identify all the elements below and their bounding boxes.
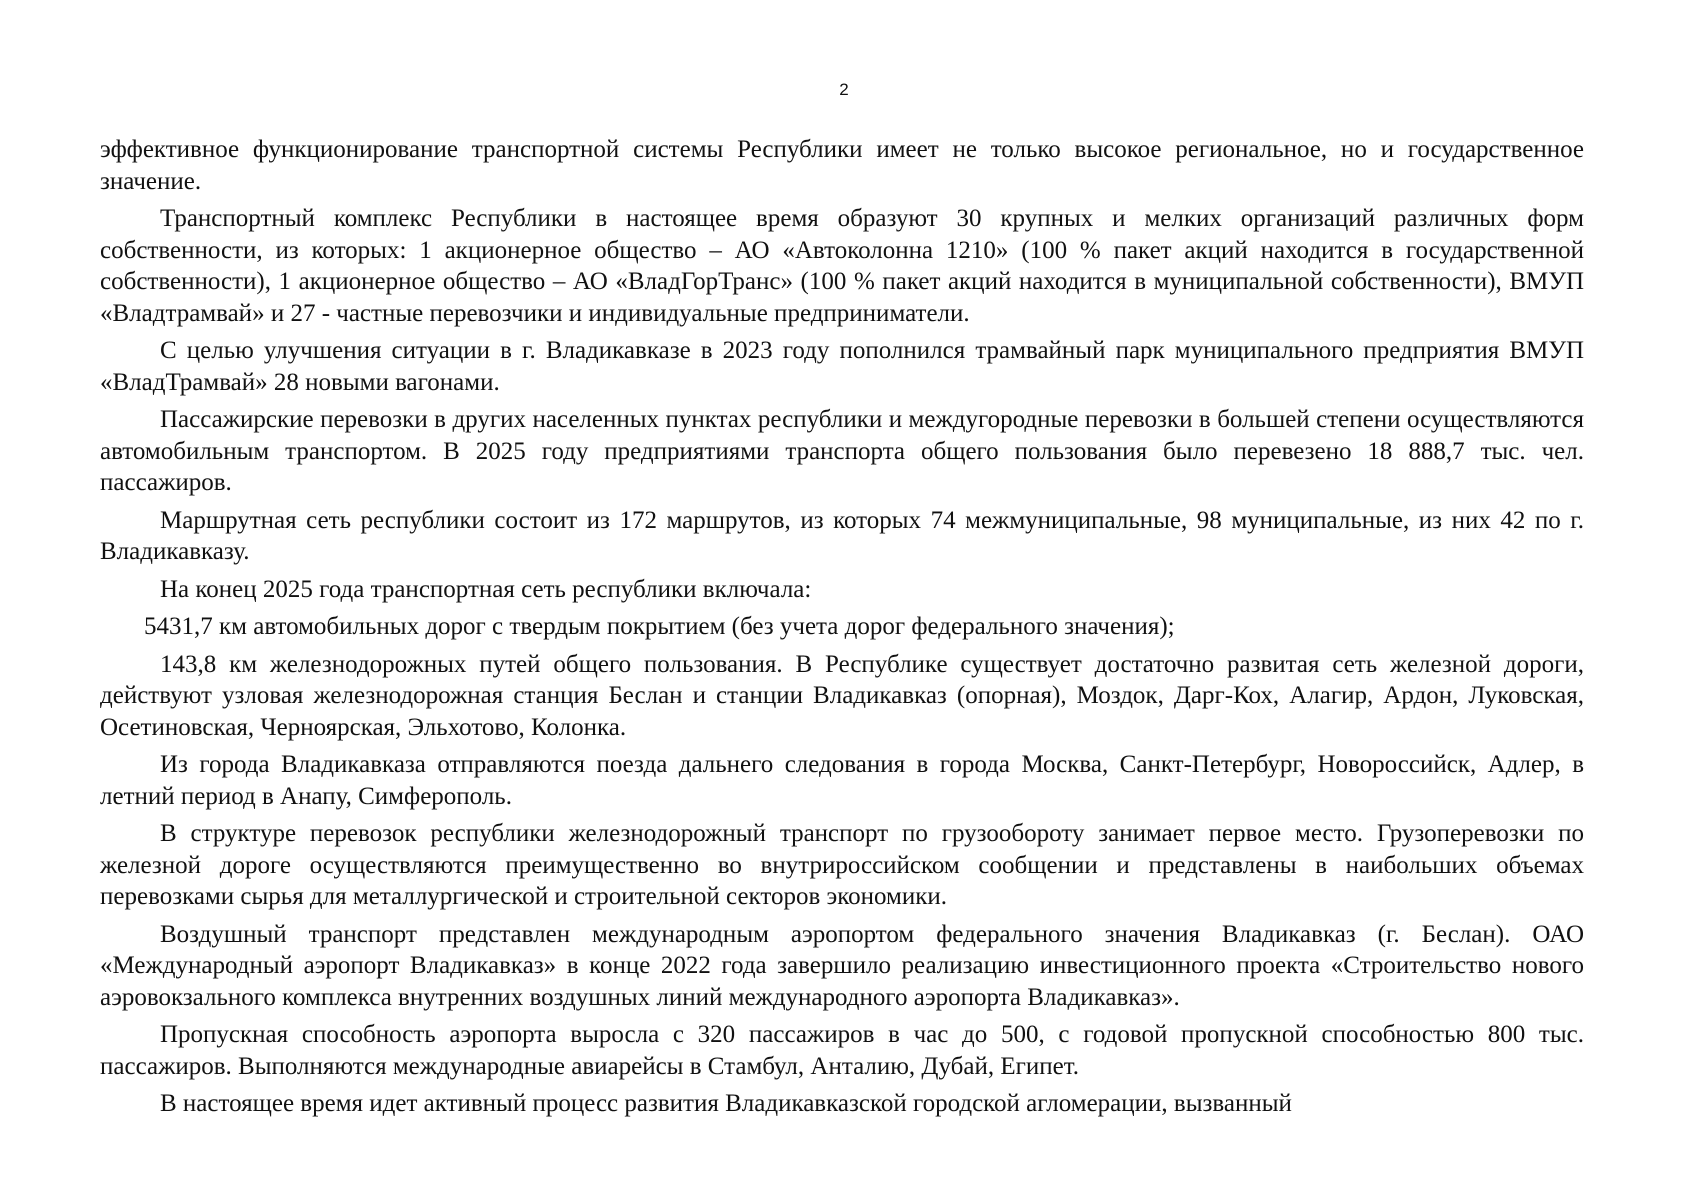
paragraph-8: 143,8 км железнодорожных путей общего пользования. В Республике существует достаточно развитая сеть железной дороги, действуют узловая железнодорожная станция Беслан и станции Владикавказ (опорная), Моздок, Дарг-Кох, Алагир, Ардон, Луковская, Осетиновская, Черноярская, Эльхотово, Колонка.: [100, 650, 1584, 741]
paragraph-4: Пассажирские перевозки в других населенных пунктах республики и междугородные перевозки в большей степени осуществляются автомобильным транспортом. В 2025 году предприятиями транспорта общего пользования было перевезено 18 888,7 тыс. чел. пассажиров.: [100, 406, 1584, 496]
paragraph-2: Транспортный комплекс Республики в настоящее время образуют 30 крупных и мелких организаций различных форм собственности, из которых: 1 акционерное общество – АО «Автоколонна 1210» (100 % пакет акций находится в государственной собственности), 1 акционерное общество – АО «ВладГорТранс» (100 % пакет акций находится в муниципальной собственности), ВМУП «Владтрамвай» и 27 - частные перевозчики и индивидуальные предприниматели.: [100, 205, 1584, 327]
paragraph-12: Пропускная способность аэропорта выросла с 320 пассажиров в час до 500, с годовой пропускной способностью 800 тыс. пассажиров. Выполняются международные авиарейсы в Стамбул, Анталию, Дубай, Египет.: [100, 1021, 1584, 1080]
paragraph-1: эффективное функционирование транспортной системы Республики имеет не только высокое региональное, но и государственное значение.: [100, 136, 1584, 195]
paragraph-9: Из города Владикавказа отправляются поезда дальнего следования в города Москва, Санкт-Петербург, Новороссийск, Адлер, в летний период в Анапу, Симферополь.: [100, 751, 1584, 810]
page-number: 2: [839, 80, 849, 99]
body-text: [100, 134, 1584, 1126]
paragraph-6: На конец 2025 года транспортная сеть республики включала:: [160, 575, 812, 603]
paragraph-11: Воздушный транспорт представлен международным аэропортом федерального значения Владикавказ (г. Беслан). ОАО «Международный аэропорт Владикавказ» в конце 2022 года завершило реализацию инвестиционного проекта «Строительство нового аэровокзального комплекса внутренних воздушных линий международного аэропорта Владикавказ».: [100, 920, 1584, 1011]
paragraph-13: В настоящее время идет активный процесс развития Владикавказской городской агломерации, вызванный: [160, 1090, 1292, 1117]
paragraph-5: Маршрутная сеть республики состоит из 172 маршрутов, из которых 74 межмуниципальные, 98 муниципальные, из них 42 по г. Владикавказу.: [100, 506, 1584, 565]
paragraph-3: С целью улучшения ситуации в г. Владикавказе в 2023 году пополнился трамвайный парк муниципального предприятия ВМУП «ВладТрамвай» 28 новыми вагонами.: [100, 337, 1584, 396]
paragraph-7: 5431,7 км автомобильных дорог с твердым покрытием (без учета дорог федерального значения);: [144, 613, 1175, 640]
paragraph-10: В структуре перевозок республики железнодорожный транспорт по грузообороту занимает первое место. Грузоперевозки по железной дороге осуществляются преимущественно во внутрироссийском сообщении и представлены в наибольших объемах перевозками сырья для металлургической и строительной секторов экономики.: [100, 820, 1584, 910]
